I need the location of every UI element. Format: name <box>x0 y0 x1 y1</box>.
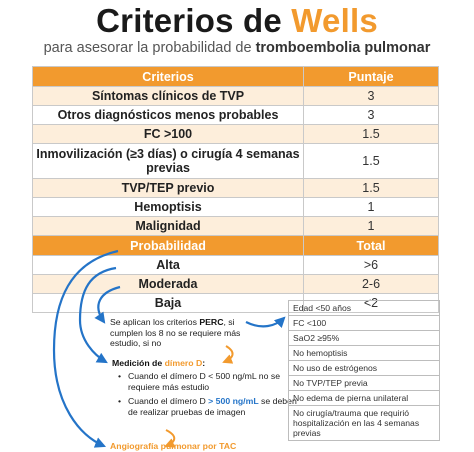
angio-step <box>110 441 290 452</box>
probability-row <box>33 275 439 294</box>
score-cell: 1 <box>304 198 439 217</box>
perc-item: No cirugía/trauma que requirió hospitalización en las 4 semanas previas <box>289 406 440 441</box>
bullet-2-accent: > 500 ng/mL <box>208 396 259 406</box>
subtitle-text: para asesorar la probabilidad de <box>43 40 256 56</box>
score-cell: 1.5 <box>304 144 439 179</box>
score-cell: 1.5 <box>304 125 439 144</box>
list-item <box>289 406 440 441</box>
table-row <box>33 144 439 179</box>
perc-item: Edad <50 años <box>289 301 440 316</box>
bullet-2-text-rest: se deben de realizar pruebas de imagen <box>128 396 297 417</box>
probability-total: <2 <box>304 294 439 313</box>
perc-item: SaO2 ≥95% <box>289 331 440 346</box>
bullet-1-text: Cuando el dímero D < 500 ng/mL no se requiere más estudio <box>128 371 281 392</box>
criterion-cell: Malignidad <box>33 217 304 236</box>
dimer-colon: : <box>202 358 206 368</box>
list-item <box>289 316 440 331</box>
probability-level: Baja <box>33 294 304 313</box>
score-cell: 3 <box>304 106 439 125</box>
table-row <box>33 198 439 217</box>
table-row <box>33 179 439 198</box>
criterion-cell: FC >100 <box>33 125 304 144</box>
probability-total: 2-6 <box>304 275 439 294</box>
table-row <box>33 125 439 144</box>
score-cell: 1 <box>304 217 439 236</box>
criterion-cell: TVP/TEP previo <box>33 179 304 198</box>
score-cell: 3 <box>304 87 439 106</box>
probability-row <box>33 256 439 275</box>
criterion-cell: Otros diagnósticos menos probables <box>33 106 304 125</box>
list-item <box>289 361 440 376</box>
subtitle-bold: tromboembolia pulmonar <box>255 40 431 56</box>
criterion-cell: Inmovilización (≥3 días) o cirugía 4 semanas previas <box>33 144 304 179</box>
score-cell: 1.5 <box>304 179 439 198</box>
title-accent: Wells <box>291 2 378 39</box>
score-header: Puntaje <box>304 67 439 87</box>
perc-item: No uso de estrógenos <box>289 361 440 376</box>
probability-header: Probabilidad <box>33 236 304 256</box>
perc-text-rest: , si cumplen los 8 no se requiere más estudio, si no <box>110 317 241 349</box>
angio-text: Angiografía pulmonar por TAC <box>110 441 237 451</box>
dimer-accent: dímero D <box>164 358 203 368</box>
perc-criteria-list <box>288 300 440 441</box>
bullet-2-text: Cuando el dímero D <box>128 396 209 406</box>
table-row <box>33 106 439 125</box>
list-item <box>289 331 440 346</box>
title-text: Criterios de <box>96 2 292 39</box>
dimer-bullet-2 <box>118 396 298 417</box>
perc-bold: PERC <box>199 317 224 327</box>
probability-total: >6 <box>304 256 439 275</box>
probability-level: Moderada <box>33 275 304 294</box>
page-title <box>0 2 474 40</box>
arrow-to-perc-list <box>246 318 284 326</box>
criterion-cell: Síntomas clínicos de TVP <box>33 87 304 106</box>
perc-item: No TVP/TEP previa <box>289 376 440 391</box>
probability-level: Alta <box>33 256 304 275</box>
table-header-row <box>33 67 439 87</box>
list-item <box>289 301 440 316</box>
perc-text: Se aplican los criterios <box>110 317 200 327</box>
dimer-step <box>112 358 222 369</box>
list-item <box>289 376 440 391</box>
perc-item: FC <100 <box>289 316 440 331</box>
bullet-dot: • <box>118 371 122 381</box>
wells-criteria-table <box>32 66 439 313</box>
bullet-dot: • <box>118 396 122 406</box>
dimer-bullet-1 <box>118 371 298 392</box>
perc-item: No hemoptisis <box>289 346 440 361</box>
list-item <box>289 391 440 406</box>
criteria-header: Criterios <box>33 67 304 87</box>
table-row <box>33 217 439 236</box>
table-row <box>33 87 439 106</box>
perc-item: No edema de pierna unilateral <box>289 391 440 406</box>
total-header: Total <box>304 236 439 256</box>
list-item <box>289 346 440 361</box>
perc-step <box>110 317 245 349</box>
criterion-cell: Hemoptisis <box>33 198 304 217</box>
subtitle <box>0 40 474 56</box>
probability-header-row <box>33 236 439 256</box>
dimer-label: Medición de <box>112 358 165 368</box>
